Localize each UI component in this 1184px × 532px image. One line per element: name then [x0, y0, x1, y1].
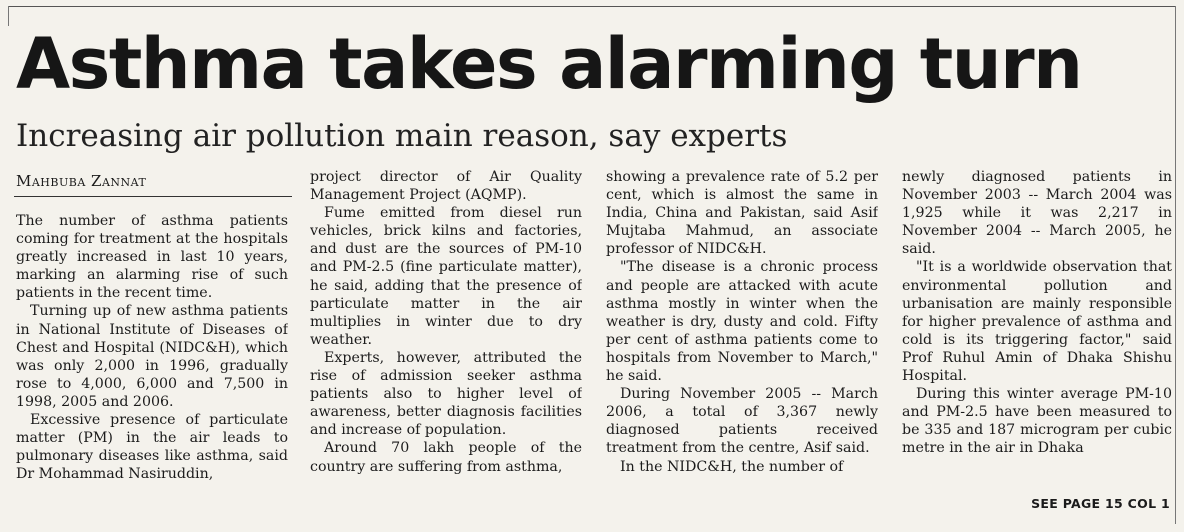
paragraph: Turning up of new asthma patients in National Institute of Diseases of Chest and Hospital (NIDC&H), which was only 2,000 in 1996, gradually rose to 4,000, 6,000 and 7,500 in 1998, 2005 and 2006.	[16, 303, 288, 410]
paragraph: showing a prevalence rate of 5.2 per cent, which is almost the same in India, China and Pakistan, said Asif Mujtaba Mahmud, an associate professor of NIDC&H.	[606, 169, 878, 258]
paragraph: In the NIDC&H, the number of	[620, 458, 844, 475]
paragraph: newly diagnosed patients in November 2003 -- March 2004 was 1,925 while it was 2,217 in November 2004 -- March 2005, he said.	[902, 169, 1172, 258]
paragraph: During this winter average PM-10 and PM-2.5 have been measured to be 335 and 187 microgram per cubic metre in the air in Dhaka	[902, 386, 1172, 457]
article-column-2	[310, 168, 582, 520]
paragraph: "The disease is a chronic process and people are attacked with acute asthma mostly in winter when the weather is dry, dusty and cold. Fifty per cent of asthma patients come to hospitals from November to March," he said.	[606, 259, 878, 385]
article-column-4	[902, 168, 1172, 496]
headline: Asthma takes alarming turn	[16, 23, 1082, 105]
paragraph: During November 2005 -- March 2006, a total of 3,367 newly diagnosed patients received treatment from the centre, Asif said.	[606, 386, 878, 457]
article-column-1	[16, 212, 288, 520]
paragraph: project director of Air Quality Management Project (AQMP).	[310, 169, 582, 204]
byline-rule	[14, 196, 292, 197]
top-rule	[8, 6, 1176, 7]
byline: Mahbuba Zannat	[16, 172, 147, 190]
paragraph: The number of asthma patients coming for treatment at the hospitals greatly increased in last 10 years, marking an alarming rise of such patients in the recent time.	[16, 213, 288, 302]
paragraph: "It is a worldwide observation that environmental pollution and urbanisation are mainly responsible for higher prevalence of asthma and cold is its triggering factor," said Prof Ruhul Amin of Dhaka Shishu Hospital.	[902, 259, 1172, 385]
left-rule	[8, 6, 9, 26]
paragraph: Excessive presence of particulate matter (PM) in the air leads to pulmonary diseases like asthma, said Dr Mohammad Nasiruddin,	[16, 412, 288, 483]
subheadline: Increasing air pollution main reason, say experts	[16, 118, 788, 154]
continuation-note: SEE PAGE 15 COL 1	[1031, 496, 1170, 511]
paragraph: Experts, however, attributed the rise of admission seeker asthma patients also to higher level of awareness, better diagnosis facilities and increase of population.	[310, 349, 582, 439]
paragraph: Fume emitted from diesel run vehicles, brick kilns and factories, and dust are the sources of PM-10 and PM-2.5 (fine particulate matter), he said, adding that the presence of particulate matter in the air multiplies in winter due to dry weather.	[310, 205, 582, 348]
paragraph: Around 70 lakh people of the country are suffering from asthma,	[310, 440, 582, 475]
right-rule	[1175, 6, 1176, 524]
article-column-3	[606, 168, 878, 520]
